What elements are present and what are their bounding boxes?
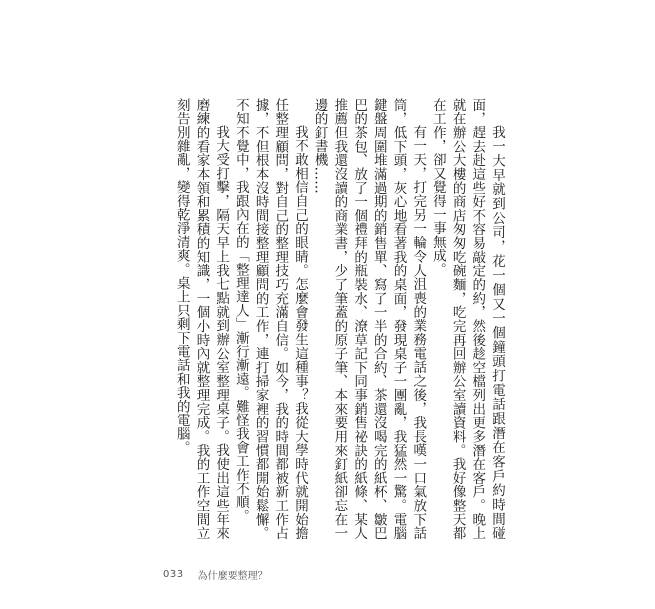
body-text bbox=[150, 98, 506, 540]
paragraph-1: 我一大早就到公司，花一個又一個鐘頭打電話跟潛在客戶約時間碰面，趕去赴這些好不容易敲定的約，然後趁空檔列出更多潛在客戶。晚上就在辦公大樓的商店匆匆吃碗麵，吃完再回辦公室讀資料。我好像整天都在工作，卻又覺得一事無成。 bbox=[429, 98, 505, 540]
paragraph-2: 有一天，打完另一輪令人沮喪的業務電話之後，我長嘆一口氣放下話筒，低下頭，灰心地看著我的桌面，發現桌子一團亂，我猛然一驚。電腦鍵盤周圍堆滿過期的銷售單、寫了一半的合約、茶還沒喝完的紙杯、皺巴巴的茶包、放了一個禮拜的瓶裝水、潦草記下同事銷售祕訣的紙條、某人推薦但我還沒讀的商業書，少了筆蓋的原子筆、本來要用來釘紙卻忘在一邊的釘書機…… bbox=[311, 98, 427, 540]
paragraph-3: 我不敢相信自己的眼睛。怎麼會發生這種事？我從大學時代就開始擔任整理顧問，對自己的整理技巧充滿自信。如今，我的時間都被新工作占據，不但根本沒時間接整理顧問的工作，連打掃家裡的習慣都開始鬆懈。不知不覺中，我跟內在的「整理達人」漸行漸遠。難怪我會工作不順。 bbox=[232, 98, 308, 540]
page-number: 033 bbox=[163, 568, 184, 580]
running-title: 為什麼要整理？ bbox=[197, 570, 268, 582]
page-footer bbox=[163, 566, 268, 582]
paragraph-4: 我大受打擊，隔天早上我七點就到辦公室整理桌子。我使出這些年來磨練的看家本領和累積的知識，一個小時內就整理完成。我的工作空間立刻告別雜亂，變得乾淨清爽。桌上只剩下電話和我的電腦。 bbox=[173, 98, 230, 540]
